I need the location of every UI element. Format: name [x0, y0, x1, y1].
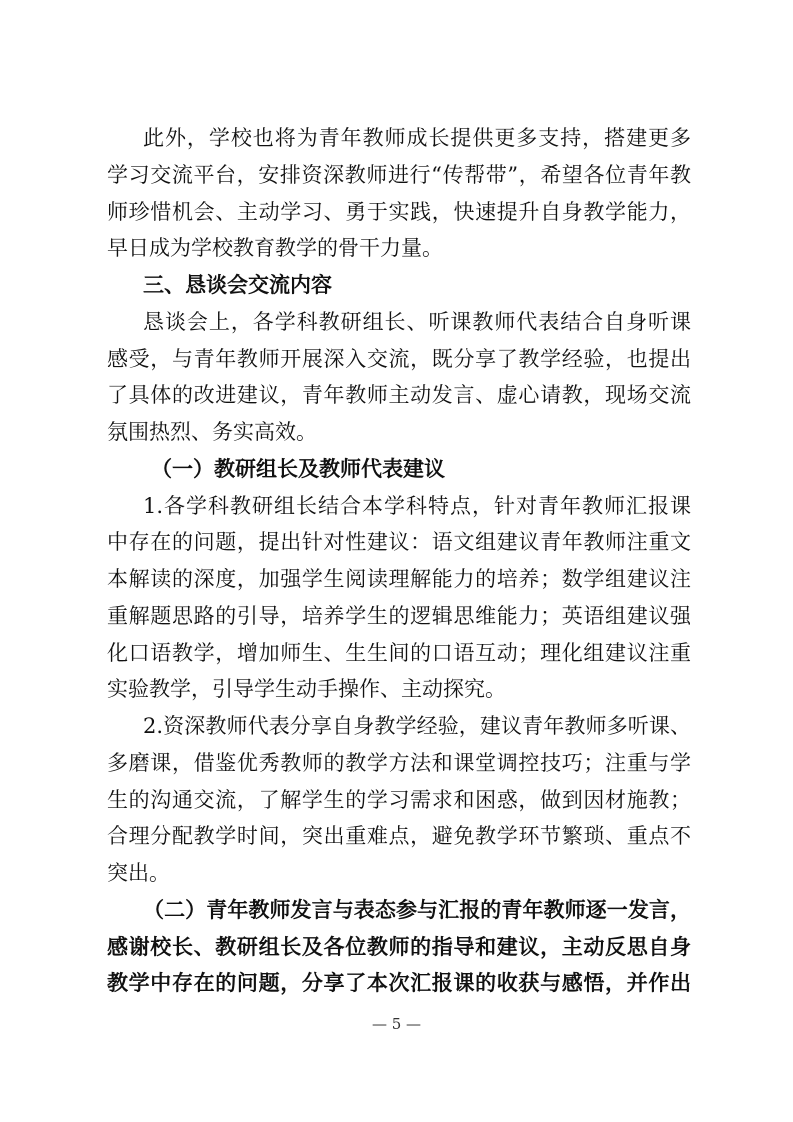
text-line: 多磨课，借鉴优秀教师的教学方法和课堂调控技巧；注重与学 — [107, 750, 691, 775]
text-line: 2.资深教师代表分享自身教学经验，建议青年教师多听课、 — [143, 714, 691, 738]
text-line: 早日成为学校教育教学的骨干力量。 — [107, 236, 443, 261]
text-line: 本解读的深度，加强学生阅读理解能力的培养；数学组建议注 — [107, 567, 691, 591]
text-line: 恳谈会上，各学科教研组长、听课教师代表结合自身听课 — [143, 309, 691, 334]
text-line: 师珍惜机会、主动学习、勇于实践，快速提升自身教学能力， — [107, 199, 691, 224]
text-line: 氛围热烈、务实高效。 — [107, 420, 317, 444]
text-line: 教学中存在的问题，分享了本次汇报课的收获与感悟，并作出 — [107, 970, 691, 996]
text-line: （二）青年教师发言与表态参与汇报的青年教师逐一发言， — [143, 896, 691, 922]
text-line: 了具体的改进建议，青年教师主动发言、虚心请教，现场交流 — [107, 383, 691, 408]
text-line: 感受，与青年教师开展深入交流，既分享了教学经验，也提出 — [107, 346, 691, 371]
section-heading: 三、恳谈会交流内容 — [143, 272, 332, 297]
text-line: 合理分配教学时间，突出重难点，避免教学环节繁琐、重点不 — [107, 824, 691, 849]
text-line: 生的沟通交流，了解学生的学习需求和困惑，做到因材施教； — [107, 787, 691, 812]
page-number: — 5 — — [371, 1015, 422, 1033]
text-line: 化口语教学，增加师生、生生间的口语互动；理化组建议注重 — [107, 640, 691, 665]
text-line: 1.各学科教研组长结合本学科特点，针对青年教师汇报课 — [143, 493, 691, 518]
text-line: 此外，学校也将为青年教师成长提供更多支持，搭建更多 — [143, 126, 691, 150]
paragraph-discussion — [107, 304, 691, 451]
paragraph-item-1 — [107, 488, 691, 709]
text-line: 突出。 — [107, 861, 170, 885]
text-line: 感谢校长、教研组长及各位教师的指导和建议，主动反思自身 — [107, 933, 691, 959]
paragraph-item-2 — [107, 708, 691, 892]
document-body — [107, 120, 691, 1002]
subsection-heading: （一）教研组长及教师代表建议 — [151, 455, 445, 481]
text-line: 学习交流平台，安排资深教师进行“传帮带”，希望各位青年教 — [107, 162, 691, 187]
paragraph-young-teachers — [107, 892, 691, 1002]
text-line: 重解题思路的引导，培养学生的逻辑思维能力；英语组建议强 — [107, 603, 691, 628]
text-line: 实验教学，引导学生动手操作、主动探究。 — [107, 677, 506, 702]
paragraph-support — [107, 120, 691, 267]
text-line: 中存在的问题，提出针对性建议：语文组建议青年教师注重文 — [107, 530, 691, 555]
